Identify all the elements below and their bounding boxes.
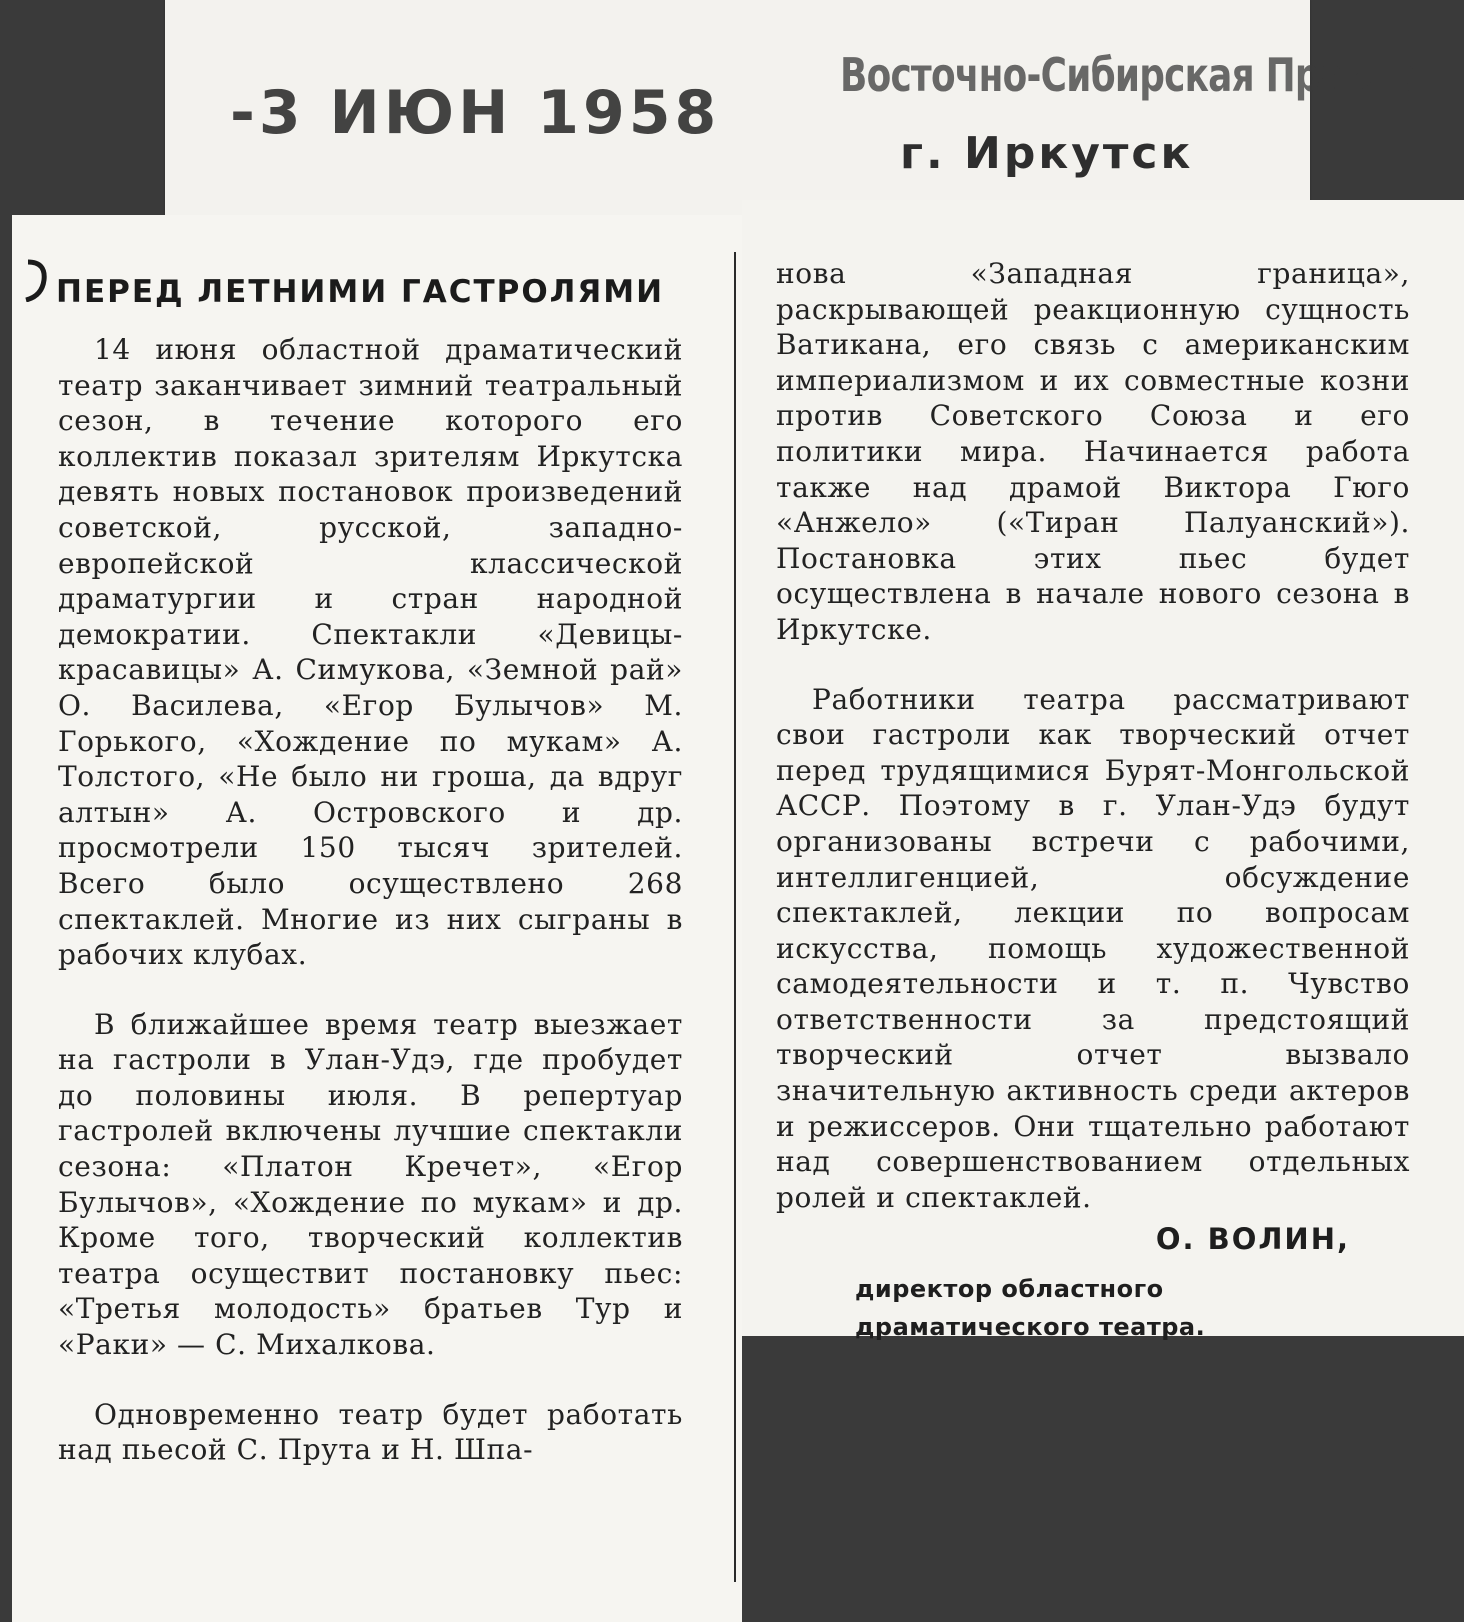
city-stamp: г. Иркутск: [900, 128, 1194, 179]
column-divider: [734, 252, 736, 1582]
headline-text: ПЕРЕД ЛЕТНИМИ ГАСТРОЛЯМИ: [56, 274, 665, 310]
article-headline: [22, 258, 702, 310]
paragraph: Работники театра рассматривают свои гастроли как творческий отчет перед трудящимися Бурят-Монгольской АССР. Поэтому в г. Улан-Удэ будут организованы встречи с рабочими, интеллигенцией, обсуждение спектаклей, лекции по вопросам искусства, помощь художественной самодеятельности и т. п. Чувство ответственности за предстоящий творческий отчет вызвало значительную активность среди актеров и режиссеров. Они тщательно работают над совершенствованием отдельных ролей и спектаклей.: [776, 682, 1410, 1214]
date-stamp: -3 ИЮН 1958: [230, 78, 721, 148]
author-name: О. ВОЛИН,: [1155, 1222, 1350, 1256]
newspaper-stamp: Восточно-Сибирская Правда: [840, 48, 1417, 102]
article-body-left: [58, 332, 683, 1468]
article-signature: [740, 1222, 1390, 1346]
paragraph: 14 июня областной драматический театр заканчивает зимний театральный сезон, в течение которого его коллектив показал зрителям Иркутска девять новых постановок произведений советской, русской, западно-европейской классической драматургии и стран народной демократии. Спектакли «Девицы-красавицы» А. Симукова, «Земной рай» О. Василева, «Егор Булычов» М. Горького, «Хождение по мукам» А. Толстого, «Не было ни гроша, да вдруг алтын» А. Островского и др. просмотрели 150 тысяч зрителей. Всего было осуществлено 268 спектаклей. Многие из них сыграны в рабочих клубах.: [58, 333, 683, 972]
paragraph: В ближайшее время театр выезжает на гастроли в Улан-Удэ, где пробудет до половины июля. В репертуар гастролей включены лучшие спектакли сезона: «Платон Кречет», «Егор Булычов», «Хождение по мукам» и др. Кроме того, творческий коллектив театра осуществит постановку пьес: «Третья молодость» братьев Тур и «Раки» — С. Михалкова.: [58, 1007, 683, 1362]
paragraph: нова «Западная граница», раскрывающей реакционную сущность Ватикана, его связь с американским империализмом и их совместные козни против Советского Союза и его политики мира. Начинается работа также над драмой Виктора Гюго «Анжело» («Тиран Палуанский»). Постановка этих пьес будет осуществлена в начале нового сезона в Иркутске.: [776, 257, 1410, 646]
author-title: директор областного драматического театра.: [855, 1275, 1206, 1341]
bracket-mark-icon: [22, 258, 56, 310]
article-body-right: [776, 256, 1410, 1215]
paragraph: Одновременно театр будет работать над пьесой С. Прута и Н. Шпа-: [58, 1397, 683, 1467]
